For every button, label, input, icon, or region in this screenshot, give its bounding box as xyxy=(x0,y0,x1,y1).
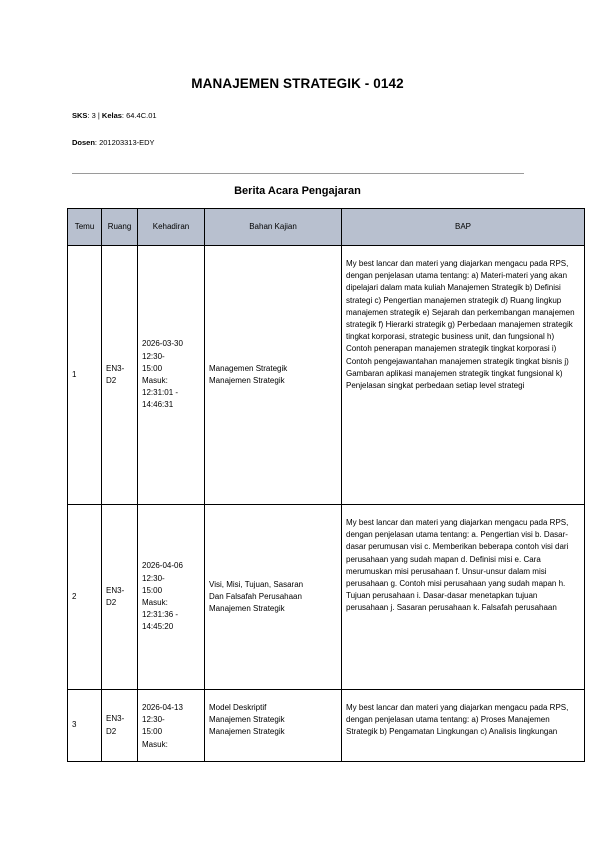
table-row xyxy=(68,246,585,505)
dosen-label: Dosen xyxy=(72,138,95,147)
cell-bahan-kajian: Model Deskriptif Manajemen Strategik Manajemen Strategik xyxy=(205,690,342,762)
cell-bap: My best lancar dan materi yang diajarkan mengacu pada RPS, dengan penjelasan utama tentang: a. Pengertian visi b. Dasar-dasar perumusan visi c. Memberikan beberapa contoh visi dari perusahaan yang sudah mapan d. Definisi misi e. Cara merumuskan misi perusahaan f. Unsur-unsur dalam misi perusahaan g. Contoh misi perusahaan yang sudah mapan h. Tujuan perusahaan i. Dasar-dasar menetapkan tujuan perusahaan j. Sasaran perusahaan k. Falsafah perusahaan xyxy=(342,505,585,690)
cell-bap: My best lancar dan materi yang diajarkan mengacu pada RPS, dengan penjelasan utama tentang: a) Proses Manajemen Strategik b) Pengamatan Lingkungan c) Analisis lingkungan xyxy=(342,690,585,762)
lecturer-info: Dosen: 201203313-EDY xyxy=(72,138,155,147)
teaching-report-table xyxy=(67,208,585,762)
cell-ruang: EN3- D2 xyxy=(102,246,138,505)
cell-temu: 2 xyxy=(68,505,102,690)
header-temu: Temu xyxy=(68,209,102,246)
cell-kehadiran: 2026-04-13 12:30- 15:00 Masuk: xyxy=(138,690,205,762)
cell-temu: 3 xyxy=(68,690,102,762)
kelas-value: 64.4C.01 xyxy=(126,111,157,120)
table-row xyxy=(68,505,585,690)
cell-bahan-kajian: Visi, Misi, Tujuan, Sasaran Dan Falsafah Perusahaan Manajemen Strategik xyxy=(205,505,342,690)
dosen-value: 201203313-EDY xyxy=(99,138,155,147)
cell-kehadiran: 2026-04-06 12:30- 15:00 Masuk: 12:31:36 - 14:45:20 xyxy=(138,505,205,690)
sks-value: 3 xyxy=(91,111,96,120)
divider xyxy=(72,173,524,174)
sks-label: SKS xyxy=(72,111,88,120)
header-bap: BAP xyxy=(342,209,585,246)
cell-ruang: EN3- D2 xyxy=(102,505,138,690)
cell-bahan-kajian: Managemen Strategik Manajemen Strategik xyxy=(205,246,342,505)
cell-temu: 1 xyxy=(68,246,102,505)
table-header-row xyxy=(68,209,585,246)
cell-ruang: EN3- D2 xyxy=(102,690,138,762)
header-ruang: Ruang xyxy=(102,209,138,246)
section-title: Berita Acara Pengajaran xyxy=(234,185,361,197)
header-kehadiran: Kehadiran xyxy=(138,209,205,246)
kelas-label: Kelas xyxy=(101,111,122,120)
header-bahan-kajian: Bahan Kajian xyxy=(205,209,342,246)
cell-bap: My best lancar dan materi yang diajarkan mengacu pada RPS, dengan penjelasan utama tentang: a) Materi-materi yang akan dipelajari dalam mata kuliah Manajemen Strategik b) Definisi strategi c) Pengertian manajemen strategik d) Ruang lingkup manajemen strategik e) Sejarah dan perkembangan manajemen strategik f) Hierarki strategik g) Perbedaan manajemen strategik tingkat korporasi, strategic business unit, dan fungsional h) Contoh penerapan manajemen strategik tingkat korporasi i) Contoh pengejawantahan manajemen strategik tingkat bisnis j) Gambaran aplikasi manajemen strategik tingkat fungsional k) Penjelasan singkat perbedaan setiap level strategi xyxy=(342,246,585,505)
course-title: MANAJEMEN STRATEGIK - 0142 xyxy=(191,76,404,91)
cell-kehadiran: 2026-03-30 12:30- 15:00 Masuk: 12:31:01 - 14:46:31 xyxy=(138,246,205,505)
table-row xyxy=(68,690,585,762)
course-info: SKS: 3 | Kelas: 64.4C.01 xyxy=(72,111,157,120)
